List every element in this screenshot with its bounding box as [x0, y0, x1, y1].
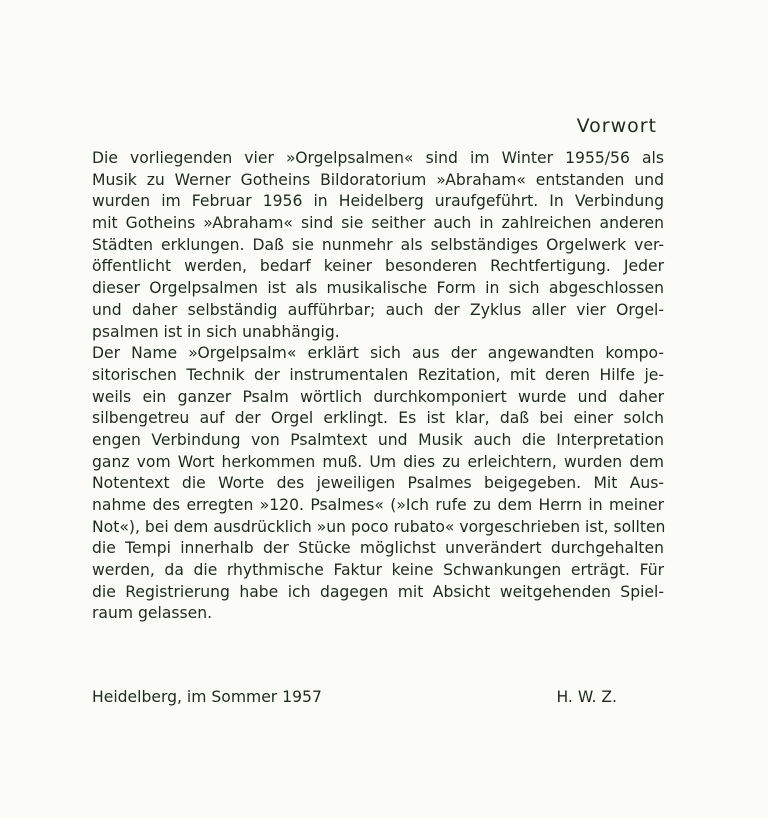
- section-title: Vorwort: [576, 115, 657, 137]
- text-line: die Registrierung habe ich dagegen mit Absicht weitgehenden Spiel-: [92, 582, 664, 601]
- text-line: dieser Orgelpsalmen ist als musikalische Form in sich abgeschlossen: [92, 279, 664, 298]
- text-line: raum gelassen.: [92, 604, 213, 623]
- text-line: Der Name »Orgelpsalm« erklärt sich aus der angewandten kompo-: [92, 344, 664, 363]
- text-line: und daher selbständig aufführbar; auch der Zyklus aller vier Orgel-: [92, 300, 664, 319]
- text-line: engen Verbindung von Psalmtext und Musik auch die Interpretation: [92, 430, 664, 449]
- text-line: öffentlicht werden, bedarf keiner besonderen Rechtfertigung. Jeder: [92, 257, 664, 276]
- text-line: sitorischen Technik der instrumentalen Rezitation, mit deren Hilfe je-: [92, 365, 664, 384]
- text-line: mit Gotheins »Abraham« sind sie seither auch in zahlreichen anderen: [92, 214, 664, 233]
- text-line: die Tempi innerhalb der Stücke möglichst unverändert durchgehalten: [92, 539, 664, 558]
- text-line: Notentext die Worte des jeweiligen Psalmes beigegeben. Mit Aus-: [92, 474, 664, 493]
- author-initials: H. W. Z.: [556, 688, 617, 706]
- text-line: nahme des erregten »120. Psalmes« (»Ich rufe zu dem Herrn in meiner: [92, 496, 664, 514]
- text-line: Musik zu Werner Gotheins Bildoratorium »Abraham« entstanden und: [92, 170, 664, 189]
- text-line: Die vorliegenden vier »Orgelpsalmen« sind im Winter 1955/56 als: [92, 149, 664, 167]
- text-line: silbengetreu auf der Orgel erklingt. Es ist klar, daß bei einer solch: [92, 409, 664, 428]
- text-line: weils ein ganzer Psalm wörtlich durchkomponiert wurde und daher: [92, 387, 664, 406]
- text-line: psalmen ist in sich unabhängig.: [92, 322, 340, 341]
- text-line: wurden im Februar 1956 in Heidelberg uraufgeführt. In Verbindung: [92, 192, 664, 211]
- preface-body: [92, 148, 664, 625]
- text-line: Städten erklungen. Daß sie nunmehr als selbständiges Orgelwerk ver-: [92, 235, 664, 254]
- text-line: ganz vom Wort herkommen muß. Um dies zu erleichtern, wurden dem: [92, 452, 664, 471]
- place-date: Heidelberg, im Sommer 1957: [92, 688, 322, 706]
- text-line: werden, da die rhythmische Faktur keine Schwankungen erträgt. Für: [92, 561, 664, 580]
- text-line: Not«), bei dem ausdrücklich »un poco rubato« vorgeschrieben ist, sollten: [92, 517, 666, 536]
